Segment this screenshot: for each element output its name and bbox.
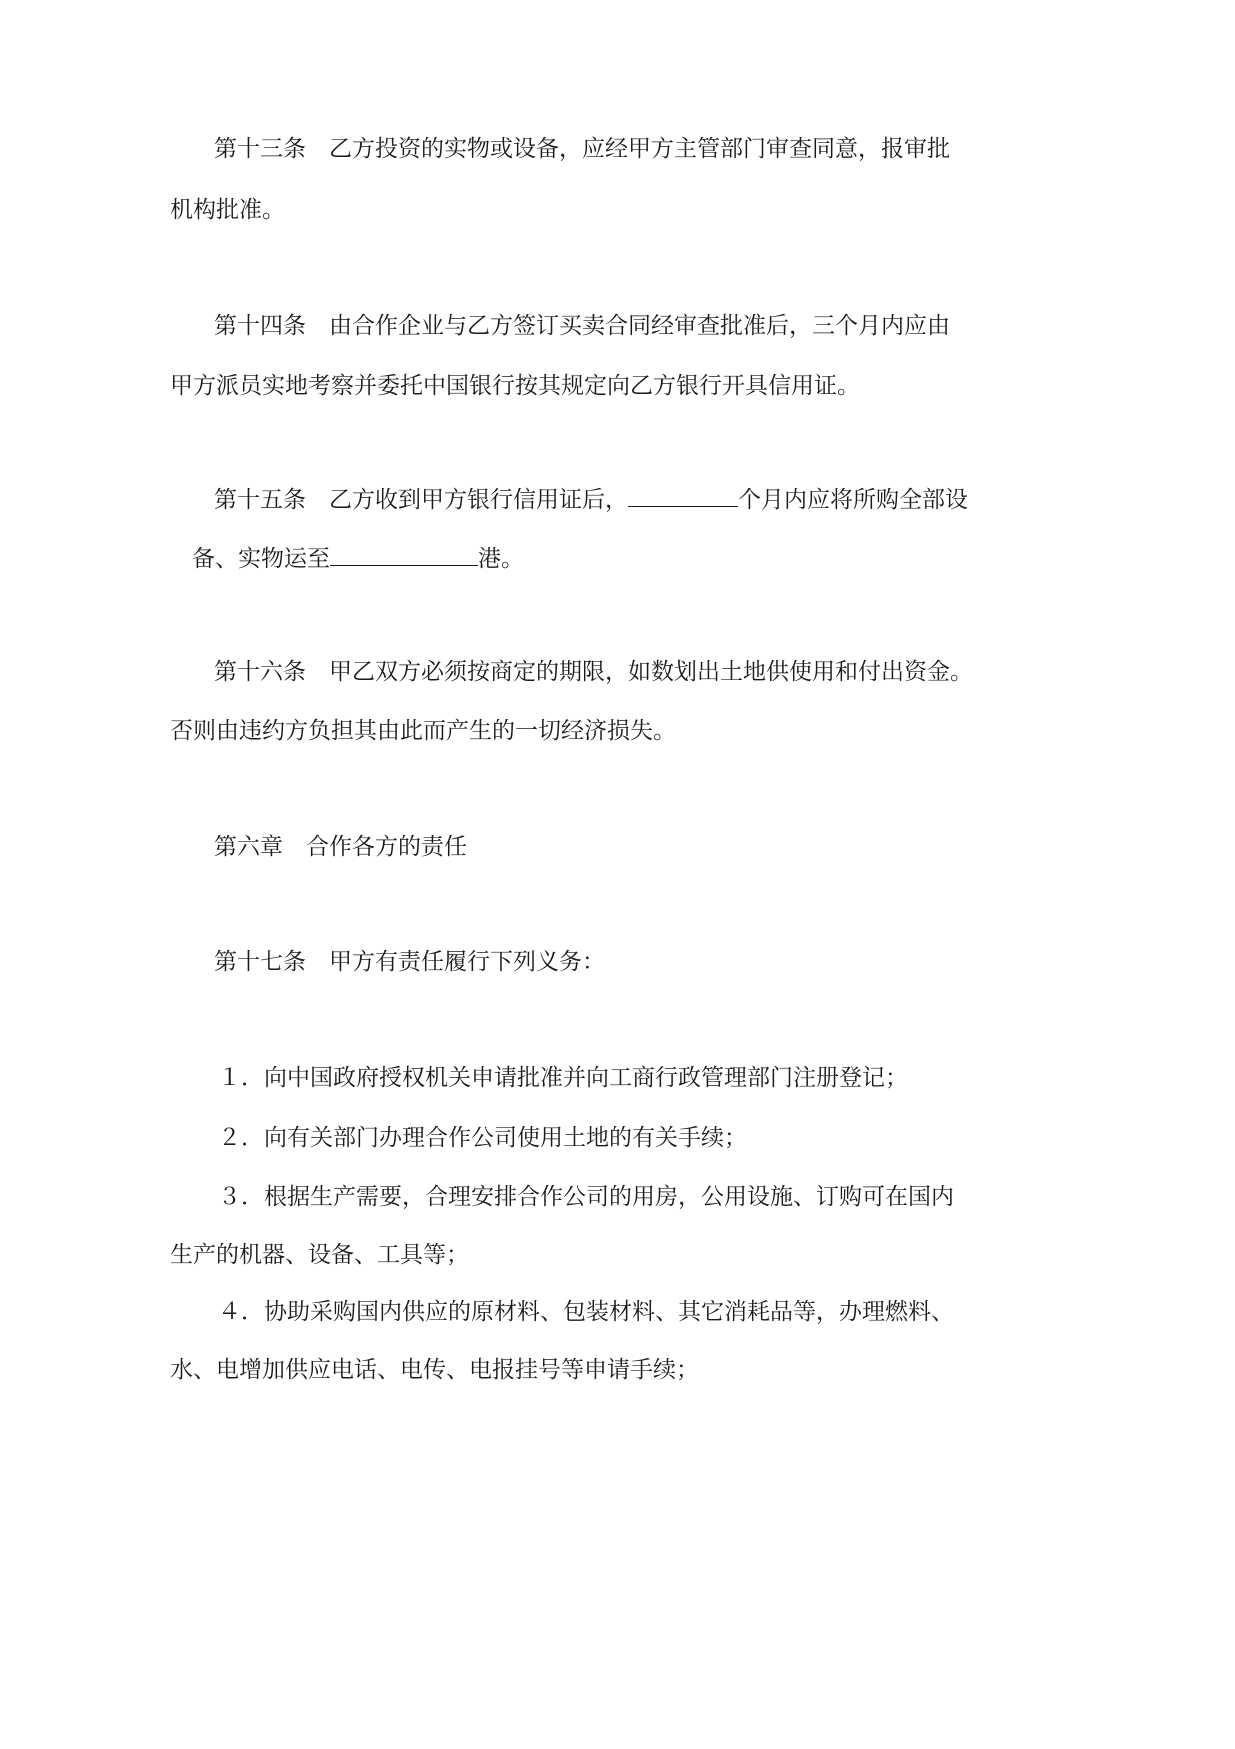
blank-port-field[interactable]	[330, 543, 478, 566]
article-13-text: 乙方投资的实物或设备，应经甲方主管部门审查同意，报审批	[329, 136, 950, 162]
duty-number: ３．	[218, 1184, 264, 1210]
article-17-label: 第十七条	[214, 949, 306, 975]
article-13-line-1	[214, 134, 950, 164]
article-15-text-b: 个月内应将所购全部设	[738, 487, 968, 513]
article-15-text-c: 备、实物运至	[192, 546, 330, 572]
duty-item-1	[218, 1063, 908, 1093]
article-14-line-2: 甲方派员实地考察并委托中国银行按其规定向乙方银行开具信用证。	[170, 373, 860, 399]
duty-number: ４．	[218, 1299, 264, 1325]
chapter-label: 第六章	[214, 834, 283, 860]
article-16-label: 第十六条	[214, 659, 306, 685]
article-15-text-a: 乙方收到甲方银行信用证后，	[329, 487, 628, 513]
duty-item-3	[218, 1182, 954, 1212]
duty-number: １．	[218, 1065, 264, 1091]
article-13-line-2: 机构批准。	[170, 197, 285, 223]
duty-text: 向中国政府授权机关申请批准并向工商行政管理部门注册登记；	[264, 1065, 908, 1091]
article-14-text: 由合作企业与乙方签订买卖合同经审查批准后，三个月内应由	[329, 313, 950, 339]
article-17-text: 甲方有责任履行下列义务：	[329, 949, 605, 975]
article-14-label: 第十四条	[214, 313, 306, 339]
duty-item-4-continued: 水、电增加供应电话、电传、电报挂号等申请手续；	[170, 1357, 699, 1383]
chapter-title: 合作各方的责任	[306, 834, 467, 860]
blank-months-field[interactable]	[628, 484, 738, 507]
article-13-label: 第十三条	[214, 136, 306, 162]
duty-text: 向有关部门办理合作公司使用土地的有关手续；	[264, 1125, 747, 1151]
article-15-line-1	[214, 484, 968, 515]
article-17-line	[214, 947, 605, 977]
article-16-text: 甲乙双方必须按商定的期限，如数划出土地供使用和付出资金。	[329, 659, 973, 685]
duty-item-3-continued: 生产的机器、设备、工具等；	[170, 1242, 469, 1268]
duty-text: 根据生产需要，合理安排合作公司的用房，公用设施、订购可在国内	[264, 1184, 954, 1210]
duty-text: 协助采购国内供应的原材料、包装材料、其它消耗品等，办理燃料、	[264, 1299, 954, 1325]
duty-item-4	[218, 1297, 954, 1327]
article-16-line-1	[214, 657, 973, 687]
article-16-line-2: 否则由违约方负担其由此而产生的一切经济损失。	[170, 718, 676, 744]
article-14-line-1	[214, 311, 950, 341]
duty-number: ２．	[218, 1125, 264, 1151]
article-15-label: 第十五条	[214, 487, 306, 513]
duty-item-2	[218, 1123, 747, 1153]
chapter-heading	[214, 832, 467, 862]
article-15-text-d: 港。	[478, 546, 524, 572]
article-15-line-2	[192, 543, 524, 574]
